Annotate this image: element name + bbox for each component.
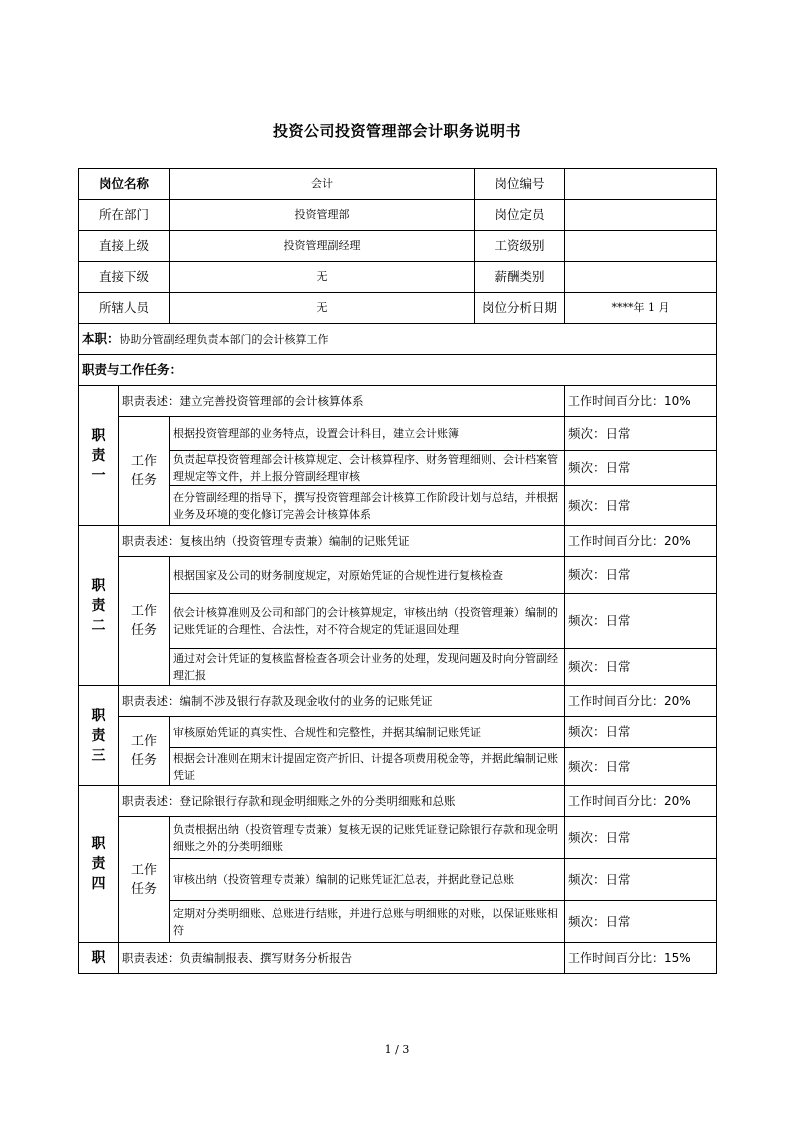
info-value: 无 — [170, 293, 475, 324]
task-row — [79, 748, 717, 786]
duty-name — [79, 386, 119, 526]
duty-name-text: 职责一 — [91, 427, 106, 484]
task-row — [79, 649, 717, 686]
info-value: 会计 — [170, 169, 475, 200]
work-task-label — [119, 557, 170, 686]
duty-time-percent: 工作时间百分比：20% — [565, 686, 717, 717]
info-row — [79, 293, 717, 324]
duty-name-text: 职责四 — [91, 836, 106, 892]
duty-statement: 职责表述：复核出纳（投资管理专责兼）编制的记账凭证 — [119, 526, 565, 557]
task-row — [79, 901, 717, 943]
duty-statement: 职责表述：建立完善投资管理部的会计核算体系 — [119, 386, 565, 417]
work-task-label — [119, 817, 170, 943]
info-value — [565, 262, 717, 293]
info-label: 工资级别 — [475, 231, 565, 262]
task-frequency: 频次：日常 — [565, 717, 717, 748]
work-task-label-text: 工作任务 — [130, 862, 157, 897]
task-description: 在分管副经理的指导下，撰写投资管理部会计核算工作阶段计划与总结，并根据业务及环境的变化修订完善会计核算体系 — [170, 486, 565, 526]
task-frequency: 频次：日常 — [565, 486, 717, 526]
duty-time-percent: 工作时间百分比：10% — [565, 386, 717, 417]
task-frequency: 频次：日常 — [565, 817, 717, 859]
duties-header-row — [79, 355, 717, 386]
duty-name — [79, 943, 119, 974]
task-frequency: 频次：日常 — [565, 649, 717, 686]
task-row — [79, 417, 717, 451]
main-duty-row — [79, 324, 717, 355]
duties-header: 职责与工作任务： — [79, 355, 717, 386]
task-description: 根据国家及公司的财务制度规定，对原始凭证的合规性进行复核检查 — [170, 557, 565, 594]
info-row — [79, 231, 717, 262]
task-frequency: 频次：日常 — [565, 451, 717, 486]
info-value: ****年 1 月 — [565, 293, 717, 324]
info-value — [565, 200, 717, 231]
task-frequency: 频次：日常 — [565, 594, 717, 649]
task-description: 审核原始凭证的真实性、合规性和完整性，并据其编制记账凭证 — [170, 717, 565, 748]
main-duty — [79, 324, 717, 355]
document-title: 投资公司投资管理部会计职务说明书 — [272, 122, 521, 140]
main-duty-label: 本职： — [82, 330, 120, 346]
page-number: 1 / 3 — [384, 1043, 410, 1056]
work-task-label-text: 工作任务 — [130, 734, 157, 768]
task-frequency: 频次：日常 — [565, 859, 717, 901]
duty-name-text: 职责二 — [91, 577, 106, 634]
info-value: 无 — [170, 262, 475, 293]
job-description-table — [78, 168, 717, 974]
task-frequency: 频次：日常 — [565, 417, 717, 451]
info-label: 薪酬类别 — [475, 262, 565, 293]
duty-statement-row — [79, 786, 717, 817]
info-label: 所辖人员 — [79, 293, 170, 324]
info-row — [79, 169, 717, 200]
info-label: 直接下级 — [79, 262, 170, 293]
duty-time-percent: 工作时间百分比：20% — [565, 526, 717, 557]
duty-statement: 职责表述：负责编制报表、撰写财务分析报告 — [119, 943, 565, 974]
info-value — [565, 231, 717, 262]
duty-time-percent: 工作时间百分比：15% — [565, 943, 717, 974]
duty-statement-row — [79, 943, 717, 974]
duty-statement-row — [79, 386, 717, 417]
duty-name-text: 职责三 — [91, 707, 106, 764]
task-description: 通过对会计凭证的复核监督检查各项会计业务的处理，发现问题及时向分管副经理汇报 — [170, 649, 565, 686]
info-label: 所在部门 — [79, 200, 170, 231]
info-value: 投资管理副经理 — [170, 231, 475, 262]
duty-name — [79, 786, 119, 943]
task-row — [79, 594, 717, 649]
info-label: 岗位名称 — [79, 169, 170, 200]
task-row — [79, 486, 717, 526]
task-description: 依会计核算准则及公司和部门的会计核算规定，审核出纳（投资管理兼）编制的记账凭证的合理性、合法性，对不符合规定的凭证退回处理 — [170, 594, 565, 649]
task-row — [79, 451, 717, 486]
duty-statement: 职责表述：登记除银行存款和现金明细账之外的分类明细账和总账 — [119, 786, 565, 817]
duty-statement-row — [79, 686, 717, 717]
info-label: 直接上级 — [79, 231, 170, 262]
duty-statement-row — [79, 526, 717, 557]
info-value: 投资管理部 — [170, 200, 475, 231]
task-description: 审核出纳（投资管理专责兼）编制的记账凭证汇总表，并据此登记总账 — [170, 859, 565, 901]
task-description: 根据投资管理部的业务特点，设置会计科目，建立会计账簿 — [170, 417, 565, 451]
info-row — [79, 262, 717, 293]
work-task-label — [119, 417, 170, 526]
task-frequency: 频次：日常 — [565, 901, 717, 943]
info-label: 岗位定员 — [475, 200, 565, 231]
duty-time-percent: 工作时间百分比：20% — [565, 786, 717, 817]
task-frequency: 频次：日常 — [565, 557, 717, 594]
info-row — [79, 200, 717, 231]
duty-name-text: 职 — [91, 950, 106, 966]
work-task-label — [119, 717, 170, 786]
info-value — [565, 169, 717, 200]
task-frequency: 频次：日常 — [565, 748, 717, 786]
info-label: 岗位分析日期 — [475, 293, 565, 324]
task-row — [79, 717, 717, 748]
duty-name — [79, 526, 119, 686]
work-task-label-text: 工作任务 — [130, 454, 157, 488]
task-row — [79, 859, 717, 901]
info-label: 岗位编号 — [475, 169, 565, 200]
task-description: 负责根据出纳（投资管理专责兼）复核无误的记账凭证登记除银行存款和现金明细账之外的分类明细账 — [170, 817, 565, 859]
task-row — [79, 557, 717, 594]
task-row — [79, 817, 717, 859]
duty-statement: 职责表述：编制不涉及银行存款及现金收付的业务的记账凭证 — [119, 686, 565, 717]
task-description: 负责起草投资管理部会计核算规定、会计核算程序、财务管理细则、会计档案管理规定等文件，并上报分管副经理审核 — [170, 451, 565, 486]
main-duty-text: 协助分管副经理负责本部门的会计核算工作 — [119, 332, 329, 346]
duty-name — [79, 686, 119, 786]
task-description: 根据会计准则在期末计提固定资产折旧、计提各项费用税金等，并据此编制记账凭证 — [170, 748, 565, 786]
work-task-label-text: 工作任务 — [130, 604, 157, 638]
task-description: 定期对分类明细账、总账进行结账，并进行总账与明细账的对账，以保证账账相符 — [170, 901, 565, 943]
